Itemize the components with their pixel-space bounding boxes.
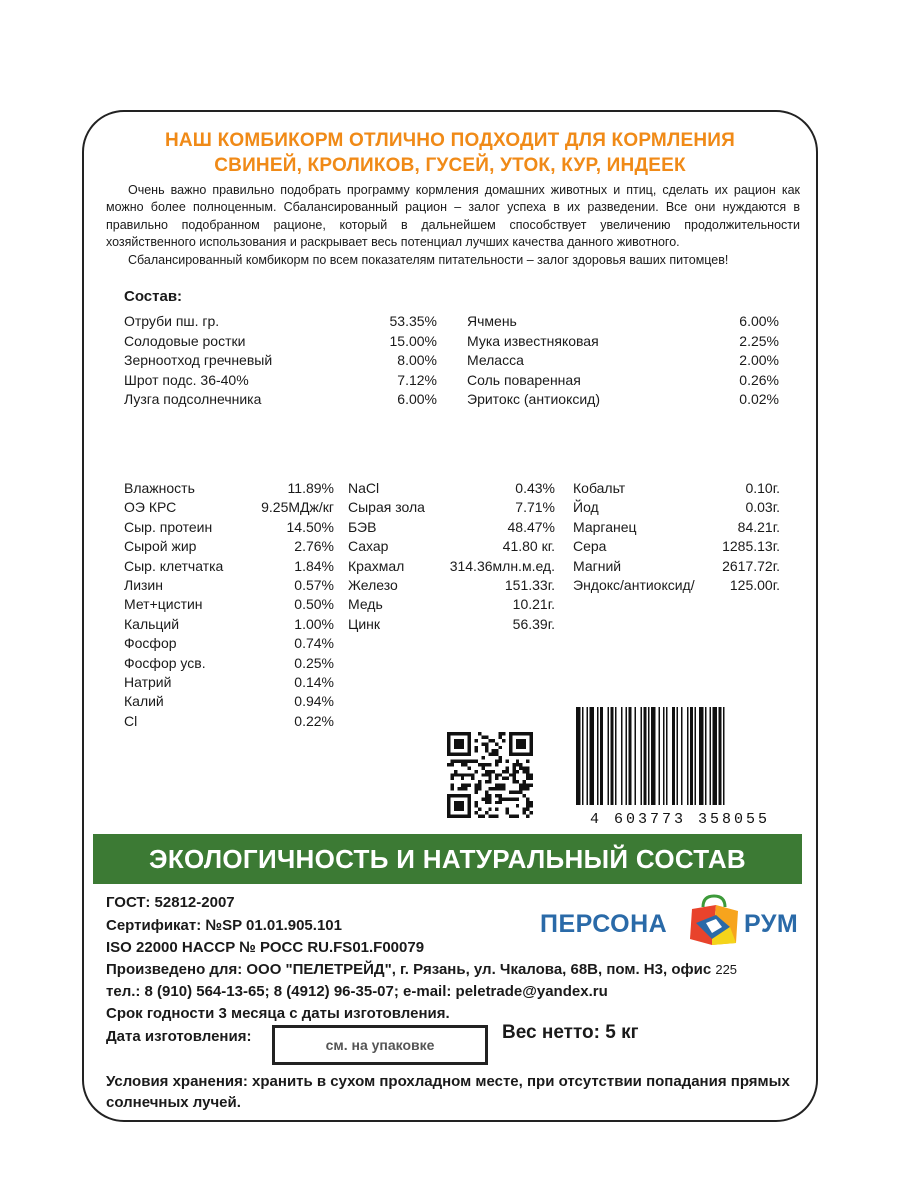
- ingredient-value: 0.03г.: [745, 499, 780, 516]
- intro-paragraph-2: Сбалансированный комбикорм по всем показателям питательности – залог здоровья ваших питомцев!: [128, 252, 729, 267]
- ingredient-value: 6.00%: [739, 313, 779, 329]
- ingredient-name: Эритокс (антиоксид): [467, 391, 601, 407]
- table-row: [348, 537, 555, 557]
- ingredient-name: Лизин: [124, 577, 163, 593]
- ingredient-name: Магний: [573, 557, 622, 574]
- ingredient-name: Марганец: [573, 518, 637, 535]
- ingredient-value: 2.00%: [739, 352, 779, 368]
- table-row: [467, 390, 779, 410]
- ingredient-value: 0.10г.: [745, 480, 780, 496]
- ingredient-value: 2617.72г.: [722, 557, 780, 574]
- barcode-bars: [576, 707, 725, 805]
- ingredient-value: 0.50%: [294, 596, 334, 613]
- ingredient-value: 0.57%: [294, 577, 334, 593]
- table-row: [124, 332, 437, 352]
- table-row: [348, 595, 555, 615]
- table-row: [348, 557, 555, 577]
- ingredient-name: Меласса: [467, 352, 524, 368]
- ingredient-name: БЭВ: [348, 518, 377, 535]
- ingredient-name: Влажность: [124, 480, 195, 496]
- ingredient-name: Кальций: [124, 615, 180, 632]
- ingredient-value: 7.12%: [397, 371, 437, 388]
- barcode: [560, 707, 800, 827]
- intro-paragraph-1: Очень важно правильно подобрать программу кормления домашних животных и птиц, сделать их рацион как можно более полноценным. Сбалансированный рацион – залог успеха в их разведении. Все они нуждаются в правильно подобранном рационе, который в дальнейшем способствует увеличению продолжительности хозяйственного использования и раскрывает весь потенциал лучших качества данного животного.: [106, 183, 800, 250]
- ingredient-value: 0.26%: [739, 371, 779, 388]
- ingredient-value: 1.84%: [294, 557, 334, 574]
- intro-text: [106, 182, 800, 269]
- ingredient-value: 0.22%: [294, 712, 334, 729]
- table-row: [124, 654, 334, 674]
- storage-conditions: Условия хранения: хранить в сухом прохладном месте, при отсутствии попадания прямых солнечных лучей.: [106, 1073, 790, 1111]
- gost-line: ГОСТ: 52812-2007: [106, 894, 235, 911]
- table-row: [467, 312, 779, 332]
- ingredient-value: 10.21г.: [512, 596, 555, 613]
- table-row: [573, 479, 780, 499]
- ingredient-value: 0.25%: [294, 654, 334, 671]
- ingredient-name: Кобальт: [573, 480, 626, 496]
- producer-text: Произведено для: ООО "ПЕЛЕТРЕЙД", г. Рязань, ул. Чкалова, 68В, пом. Н3, офис: [106, 961, 712, 978]
- table-row: [124, 371, 437, 391]
- contacts-line: тел.: 8 (910) 564-13-65; 8 (4912) 96-35-07; e-mail: peletrade@yandex.ru: [106, 983, 608, 1000]
- eco-banner: ЭКОЛОГИЧНОСТЬ И НАТУРАЛЬНЫЙ СОСТАВ: [93, 834, 802, 884]
- ingredient-name: Йод: [573, 499, 599, 516]
- table-row: [467, 371, 779, 391]
- table-row: [348, 615, 555, 635]
- ingredient-value: 14.50%: [286, 518, 334, 535]
- ingredient-value: 314.36млн.м.ед.: [449, 557, 555, 574]
- ingredient-name: Солодовые ростки: [124, 332, 246, 349]
- ingredient-name: Cl: [124, 712, 138, 729]
- ingredient-value: 6.00%: [397, 391, 437, 407]
- table-row: [573, 518, 780, 538]
- shelf-life-line: Срок годности 3 месяца с даты изготовления.: [106, 1005, 450, 1022]
- headline-line-2: СВИНЕЙ, КРОЛИКОВ, ГУСЕЙ, УТОК, КУР, ИНДЕЕК: [214, 155, 686, 176]
- table-row: [124, 390, 437, 410]
- ingredient-value: 56.39г.: [512, 615, 555, 632]
- logo-text-left: ПЕРСОНА: [540, 910, 668, 938]
- ingredient-name: Фосфор усв.: [124, 654, 206, 671]
- table-row: [124, 712, 334, 732]
- table-row: [124, 518, 334, 538]
- table-row: [573, 576, 780, 596]
- table-row: [348, 498, 555, 518]
- ingredient-name: Крахмал: [348, 557, 405, 574]
- headline: [100, 128, 800, 178]
- ingredient-name: Сыр. клетчатка: [124, 557, 224, 574]
- ingredient-name: Сырая зола: [348, 499, 425, 516]
- table-row: [124, 576, 334, 596]
- ingredient-name: Медь: [348, 596, 383, 613]
- table-row: [124, 498, 334, 518]
- table-row: [467, 332, 779, 352]
- table-row: [124, 634, 334, 654]
- ingredient-value: 7.71%: [515, 499, 555, 516]
- table-row: [124, 479, 334, 499]
- ingredient-name: Мука известняковая: [467, 332, 599, 349]
- ingredient-name: NaCl: [348, 480, 380, 496]
- ingredient-name: ОЭ КРС: [124, 499, 177, 516]
- ingredient-value: 1285.13г.: [722, 538, 780, 555]
- table-row: [124, 595, 334, 615]
- date-label: Дата изготовления:: [106, 1028, 252, 1045]
- table-row: [573, 537, 780, 557]
- table-row: [124, 557, 334, 577]
- ingredient-name: Сера: [573, 538, 607, 555]
- ingredient-name: Отруби пш. гр.: [124, 313, 220, 329]
- ingredient-value: 1.00%: [294, 615, 334, 632]
- ingredient-value: 0.02%: [739, 391, 779, 407]
- table-row: [573, 557, 780, 577]
- ingredient-name: Железо: [348, 577, 398, 593]
- table-row: [124, 312, 437, 332]
- ingredient-value: 15.00%: [389, 332, 437, 349]
- ingredient-value: 2.76%: [294, 538, 334, 555]
- ingredient-value: 0.14%: [294, 674, 334, 690]
- table-row: [467, 351, 779, 371]
- barcode-digits: 4 603773 358055: [589, 811, 771, 827]
- ingredient-value: 9.25МДж/кг: [261, 499, 334, 516]
- ingredient-value: 0.74%: [294, 635, 334, 652]
- ingredient-name: Калий: [124, 693, 164, 710]
- producer-office: 225: [715, 962, 738, 977]
- ingredient-name: Фосфор: [124, 635, 177, 652]
- iso-line: ISO 22000 HACCP № РОСС RU.FS01.F00079: [106, 939, 425, 956]
- ingredient-name: Натрий: [124, 674, 172, 690]
- ingredient-value: 84.21г.: [737, 518, 780, 535]
- ingredient-value: 0.43%: [515, 480, 555, 496]
- ingredient-name: Зерноотход гречневый: [124, 352, 273, 368]
- ingredient-name: Эндокс/антиоксид/: [573, 577, 695, 593]
- table-row: [124, 537, 334, 557]
- table-row: [124, 673, 334, 693]
- shopping-bag-icon: [686, 893, 742, 953]
- ingredient-name: Ячмень: [467, 313, 517, 329]
- ingredient-name: Соль поваренная: [467, 371, 581, 388]
- certificate-line: Сертификат: №SP 01.01.905.101: [106, 917, 342, 934]
- ingredient-name: Сахар: [348, 538, 389, 555]
- persona-rum-logo: [538, 893, 800, 955]
- table-row: [124, 351, 437, 371]
- composition-title: Состав:: [124, 288, 183, 305]
- ingredient-value: 8.00%: [397, 352, 437, 368]
- manufacture-date-box: [272, 1025, 488, 1065]
- ingredient-name: Шрот подс. 36-40%: [124, 371, 249, 388]
- ingredient-name: Цинк: [348, 615, 381, 632]
- table-row: [348, 479, 555, 499]
- ingredient-name: Сыр. протеин: [124, 518, 213, 535]
- ingredient-value: 151.33г.: [504, 577, 555, 593]
- ingredient-value: 53.35%: [389, 313, 437, 329]
- ingredient-value: 11.89%: [287, 480, 334, 496]
- ingredient-value: 41.80 кг.: [502, 538, 555, 555]
- ingredient-name: Лузга подсолнечника: [124, 391, 262, 407]
- table-row: [124, 692, 334, 712]
- ingredient-name: Сырой жир: [124, 538, 197, 555]
- manufacture-date-value: см. на упаковке: [325, 1037, 435, 1053]
- headline-line-1: НАШ КОМБИКОРМ ОТЛИЧНО ПОДХОДИТ ДЛЯ КОРМЛЕНИЯ: [164, 130, 736, 151]
- net-weight: Вес нетто: 5 кг: [502, 1022, 639, 1043]
- table-row: [348, 518, 555, 538]
- ingredient-value: 2.25%: [739, 332, 779, 349]
- ingredient-value: 48.47%: [507, 518, 555, 535]
- producer-line: [106, 961, 737, 978]
- ingredient-value: 0.94%: [294, 693, 334, 710]
- ingredient-value: 125.00г.: [729, 577, 780, 593]
- table-row: [573, 498, 780, 518]
- qr-code: [447, 732, 533, 818]
- ingredient-name: Мет+цистин: [124, 596, 203, 613]
- logo-text-right: РУМ: [744, 910, 799, 938]
- table-row: [124, 615, 334, 635]
- table-row: [348, 576, 555, 596]
